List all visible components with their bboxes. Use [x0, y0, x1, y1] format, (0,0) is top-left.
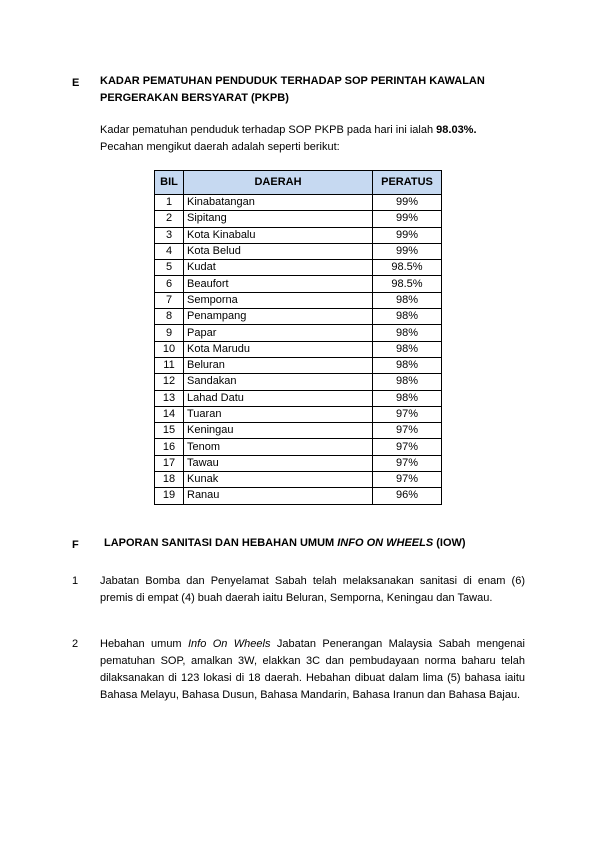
header-daerah: DAERAH — [184, 171, 373, 195]
section-f-title-suffix: (IOW) — [433, 537, 466, 549]
cell-daerah: Sipitang — [184, 211, 373, 227]
cell-bil: 19 — [155, 488, 184, 504]
cell-daerah: Tuaran — [184, 406, 373, 422]
compliance-rate: 98.03%. — [436, 124, 477, 136]
cell-peratus: 99% — [373, 227, 442, 243]
section-e-title-line1: KADAR PEMATUHAN PENDUDUK TERHADAP SOP PERINTAH KAWALAN — [100, 75, 485, 87]
cell-peratus: 97% — [373, 472, 442, 488]
cell-peratus: 98.5% — [373, 260, 442, 276]
table-row — [155, 292, 442, 308]
item-2-number: 2 — [72, 638, 79, 650]
table-row — [155, 260, 442, 276]
item-2-text-pre: Hebahan umum — [100, 638, 188, 650]
cell-bil: 18 — [155, 472, 184, 488]
table-row — [155, 439, 442, 455]
item-2-text-post: Jabatan Penerangan Malaysia Sabah mengenai pematuhan SOP, amalkan 3W, elakkan 3C dan pembudayaan norma baharu telah dilaksanakan di 123 lokasi di 18 daerah. Hebahan dibuat dalam lima (5) bahasa iaitu Bahasa Melayu, Bahasa Dusun, Bahasa Mandarin, Bahasa Iranun dan Bahasa Bajau. — [100, 638, 525, 701]
table-row — [155, 341, 442, 357]
cell-peratus: 98% — [373, 292, 442, 308]
cell-daerah: Kunak — [184, 472, 373, 488]
item-1-text: Jabatan Bomba dan Penyelamat Sabah telah melaksanakan sanitasi di enam (6) premis di empat (4) buah daerah iaitu Beluran, Semporna, Keningau dan Tawau. — [100, 575, 525, 604]
section-f-letter: F — [72, 539, 79, 551]
table-row — [155, 488, 442, 504]
cell-daerah: Kota Marudu — [184, 341, 373, 357]
section-f-title — [104, 535, 544, 552]
item-2-text — [100, 636, 525, 704]
cell-peratus: 98% — [373, 374, 442, 390]
section-e-intro — [100, 122, 545, 156]
table-row — [155, 325, 442, 341]
section-f-title-italic: INFO ON WHEELS — [337, 537, 434, 549]
cell-peratus: 99% — [373, 195, 442, 211]
table-row — [155, 423, 442, 439]
cell-daerah: Tenom — [184, 439, 373, 455]
table-row — [155, 243, 442, 259]
cell-bil: 14 — [155, 406, 184, 422]
cell-daerah: Penampang — [184, 309, 373, 325]
cell-daerah: Ranau — [184, 488, 373, 504]
cell-peratus: 98% — [373, 390, 442, 406]
section-e-letter: E — [72, 77, 80, 89]
table-row — [155, 390, 442, 406]
cell-peratus: 99% — [373, 211, 442, 227]
cell-bil: 10 — [155, 341, 184, 357]
cell-bil: 2 — [155, 211, 184, 227]
cell-bil: 15 — [155, 423, 184, 439]
cell-bil: 5 — [155, 260, 184, 276]
cell-daerah: Papar — [184, 325, 373, 341]
table-row — [155, 406, 442, 422]
table-row — [155, 357, 442, 373]
table-row — [155, 195, 442, 211]
cell-daerah: Semporna — [184, 292, 373, 308]
intro-line1 — [100, 122, 545, 139]
cell-peratus: 98.5% — [373, 276, 442, 292]
cell-peratus: 97% — [373, 455, 442, 471]
cell-daerah: Beluran — [184, 357, 373, 373]
cell-daerah: Kota Kinabalu — [184, 227, 373, 243]
section-e-title-line2: PERGERAKAN BERSYARAT (PKPB) — [100, 92, 289, 104]
cell-daerah: Tawau — [184, 455, 373, 471]
table-row — [155, 309, 442, 325]
cell-peratus: 96% — [373, 488, 442, 504]
table-row — [155, 472, 442, 488]
section-e-title — [100, 73, 540, 107]
cell-peratus: 98% — [373, 357, 442, 373]
table-row — [155, 276, 442, 292]
table-row — [155, 455, 442, 471]
cell-bil: 1 — [155, 195, 184, 211]
table-header-row — [155, 171, 442, 195]
header-peratus: PERATUS — [373, 171, 442, 195]
compliance-table — [154, 170, 442, 505]
table-row — [155, 211, 442, 227]
cell-bil: 16 — [155, 439, 184, 455]
cell-peratus: 97% — [373, 406, 442, 422]
cell-daerah: Beaufort — [184, 276, 373, 292]
cell-peratus: 99% — [373, 243, 442, 259]
item-2-text-italic: Info On Wheels — [187, 638, 271, 650]
cell-peratus: 98% — [373, 309, 442, 325]
cell-bil: 7 — [155, 292, 184, 308]
table-row — [155, 374, 442, 390]
cell-bil: 17 — [155, 455, 184, 471]
cell-bil: 3 — [155, 227, 184, 243]
cell-bil: 4 — [155, 243, 184, 259]
cell-peratus: 98% — [373, 325, 442, 341]
cell-bil: 13 — [155, 390, 184, 406]
cell-bil: 8 — [155, 309, 184, 325]
cell-peratus: 98% — [373, 341, 442, 357]
cell-daerah: Sandakan — [184, 374, 373, 390]
cell-daerah: Kota Belud — [184, 243, 373, 259]
cell-peratus: 97% — [373, 439, 442, 455]
cell-bil: 6 — [155, 276, 184, 292]
cell-peratus: 97% — [373, 423, 442, 439]
header-bil: BIL — [155, 171, 184, 195]
table-row — [155, 227, 442, 243]
intro-line2: Pecahan mengikut daerah adalah seperti berikut: — [100, 141, 340, 153]
table-body — [155, 195, 442, 505]
cell-bil: 12 — [155, 374, 184, 390]
cell-daerah: Kudat — [184, 260, 373, 276]
cell-bil: 9 — [155, 325, 184, 341]
item-1-number: 1 — [72, 575, 79, 587]
cell-daerah: Lahad Datu — [184, 390, 373, 406]
section-f-title-text: LAPORAN SANITASI DAN HEBAHAN UMUM — [104, 537, 338, 549]
cell-bil: 11 — [155, 357, 184, 373]
intro-text: Kadar pematuhan penduduk terhadap SOP PKPB pada hari ini ialah — [100, 124, 437, 136]
cell-daerah: Keningau — [184, 423, 373, 439]
cell-daerah: Kinabatangan — [184, 195, 373, 211]
